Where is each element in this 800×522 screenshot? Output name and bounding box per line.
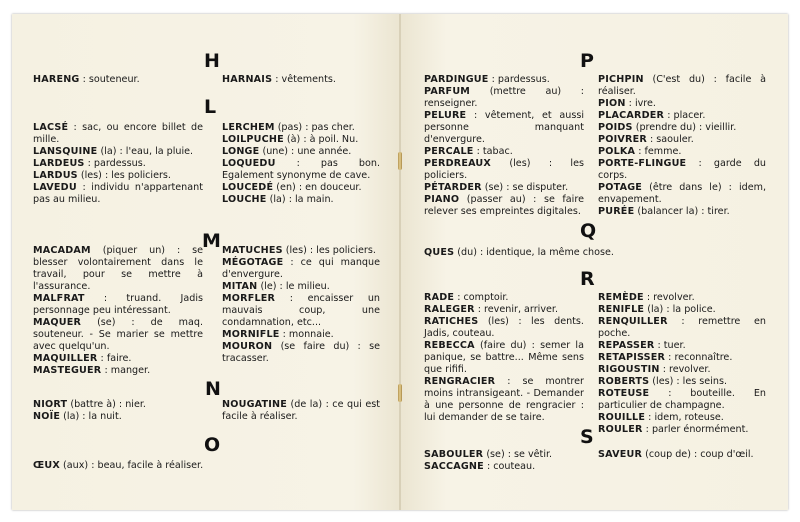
entry-term: PION (598, 98, 626, 109)
entry-term: PELURE (424, 110, 467, 121)
entry-term: LOUCEDÉ (222, 182, 274, 193)
entry-term: NOÏE (33, 411, 61, 422)
entry-term: REBECCA (424, 340, 475, 351)
section-letter-h: H (204, 50, 220, 72)
entry-term: MAQUER (33, 317, 82, 328)
entry-term: PERDREAUX (424, 158, 491, 169)
entry-term: RATICHES (424, 316, 479, 327)
entry-definition: (aux) : beau, facile à réaliser. (63, 460, 204, 471)
entry (424, 316, 584, 340)
entry-definition: : idem, roteuse. (648, 412, 724, 423)
entries-p-col1 (424, 74, 584, 218)
entry-term: PÉTARDER (424, 182, 482, 193)
entry-definition: (à) : à poil. Nu. (286, 134, 359, 145)
entry (424, 304, 584, 316)
entry-definition: : ce qui manque d'envergure. (222, 257, 380, 280)
entry-definition: (être dans le) : idem, envapement. (598, 182, 766, 205)
entry (598, 352, 766, 364)
staple-top (398, 152, 402, 170)
entry-term: RALEGER (424, 304, 475, 315)
entry (424, 247, 724, 259)
entry-term: REPASSER (598, 340, 655, 351)
entry (222, 281, 380, 293)
entry (598, 449, 766, 461)
entry (598, 98, 766, 110)
left-page (12, 14, 400, 510)
entry-definition: (se) : se vêtir. (486, 449, 553, 460)
entry (33, 353, 203, 365)
entries-h-col1 (33, 74, 203, 86)
entry-definition: : revenir, arriver. (477, 304, 559, 315)
entry-definition: (le) : le milieu. (260, 281, 330, 292)
entry (222, 341, 380, 365)
booklet (12, 14, 788, 510)
entry-term: LANSQUINE (33, 146, 98, 157)
entry (222, 329, 380, 341)
entry-term: PERCALE (424, 146, 474, 157)
entry (33, 146, 203, 158)
entry (222, 194, 380, 206)
entry (33, 158, 203, 170)
entry (222, 257, 380, 281)
entry (598, 388, 766, 412)
entries-m-col2 (222, 245, 380, 365)
entry-term: RETAPISSER (598, 352, 666, 363)
entry (33, 411, 203, 423)
entry-definition: (du) : identique, la même chose. (457, 247, 614, 258)
entries-n-col1 (33, 399, 203, 423)
section-letter-m: M (202, 230, 221, 252)
entry-term: PURÉE (598, 206, 635, 217)
entry (33, 122, 203, 146)
entry-definition: : femme. (638, 146, 682, 157)
entry-term: POTAGE (598, 182, 643, 193)
entry-definition: (prendre du) : vieillir. (635, 122, 737, 133)
entry-term: PORTE-FLINGUE (598, 158, 687, 169)
entry-definition: (se) : de maq. souteneur. - Se marier se mettre avec quelqu'un. (33, 317, 203, 352)
section-letter-o: O (204, 434, 221, 456)
entry-term: POLKA (598, 146, 636, 157)
entry-definition: (les) : les policiers. (424, 158, 584, 181)
entry-term: LAVEDU (33, 182, 77, 193)
entry (33, 399, 203, 411)
entry-term: RENQUILLER (598, 316, 668, 327)
entry (33, 182, 203, 206)
entry (598, 412, 766, 424)
entry-definition: (se faire du) : se tracasser. (222, 341, 380, 364)
entry-term: NIORT (33, 399, 68, 410)
entry (222, 146, 380, 158)
entry-term: RENGRACIER (424, 376, 496, 387)
entry-term: MITAN (222, 281, 258, 292)
entry-term: PICHPIN (598, 74, 644, 85)
entry-term: ROTEUSE (598, 388, 650, 399)
entry-definition: : revolver. (662, 364, 711, 375)
entry-term: REMÈDE (598, 292, 644, 303)
entry (222, 134, 380, 146)
section-letter-p: P (580, 50, 594, 72)
entry-definition: : parler énormément. (645, 424, 749, 435)
entry (598, 122, 766, 134)
entry-definition: : ivre. (628, 98, 656, 109)
entry-definition: : pardessus. (491, 74, 550, 85)
entry (33, 317, 203, 353)
entry-definition: : se montrer moins intransigeant. - Demander à une personne de rengracier : lui demander de se taire. (424, 376, 584, 423)
entry (33, 170, 203, 182)
entry-definition: : souteneur. (82, 74, 140, 85)
entry (33, 293, 203, 317)
entry-definition: (C'est du) : facile à réaliser. (598, 74, 766, 97)
entries-o-col1 (33, 460, 273, 472)
entries-r-col2 (598, 292, 766, 436)
entry-definition: : faire. (100, 353, 132, 364)
entry-term: SABOULER (424, 449, 484, 460)
section-letter-s: S (580, 426, 594, 448)
section-letter-q: Q (580, 220, 597, 242)
entry (424, 146, 584, 158)
entry-term: ŒUX (33, 460, 60, 471)
entry (424, 376, 584, 424)
entry-definition: : bouteille. En particulier de champagne. (598, 388, 766, 411)
entry (598, 316, 766, 340)
entry (424, 449, 584, 461)
entry-term: MOURON (222, 341, 273, 352)
entry-definition: : revolver. (646, 292, 695, 303)
entry-definition: : truand. Jadis personnage peu intéressant. (33, 293, 203, 316)
entry-definition: (en) : en douceur. (276, 182, 362, 193)
entry-definition: : pas bon. Egalement synonyme de cave. (222, 158, 380, 181)
entry-term: PARFUM (424, 86, 471, 97)
entries-p-col2 (598, 74, 766, 218)
entry-definition: : vêtement, et aussi personne manquant d'envergure. (424, 110, 584, 145)
entry-term: ROUILLE (598, 412, 646, 423)
entry-definition: : monnaie. (282, 329, 334, 340)
entry-term: LOQUEDU (222, 158, 276, 169)
entry-definition: (la) : la nuit. (63, 411, 122, 422)
entry-term: PLACARDER (598, 110, 665, 121)
entry-definition: : manger. (104, 365, 151, 376)
entry (424, 461, 584, 473)
entry-definition: : sac, ou encore billet de mille. (33, 122, 203, 145)
entry (424, 292, 584, 304)
entries-l-col1 (33, 122, 203, 206)
entry (598, 364, 766, 376)
entry-definition: (les) : les dents. Jadis, couteau. (424, 316, 584, 339)
entries-q-col1 (424, 247, 724, 259)
entry-term: RIGOUSTIN (598, 364, 660, 375)
entry-term: MÉGOTAGE (222, 257, 284, 268)
entry-term: ROBERTS (598, 376, 650, 387)
entry-definition: : tuer. (657, 340, 686, 351)
entry (222, 399, 380, 423)
entry-term: PIANO (424, 194, 460, 205)
entry (424, 110, 584, 146)
staple-bottom (398, 384, 402, 402)
entry-term: NOUGATINE (222, 399, 288, 410)
entry-term: ROULER (598, 424, 643, 435)
entry-term: MALFRAT (33, 293, 85, 304)
entry-term: PARDINGUE (424, 74, 489, 85)
entry-definition: : comptoir. (457, 292, 509, 303)
right-page (400, 14, 788, 510)
entry (598, 304, 766, 316)
entry (598, 424, 766, 436)
entry-definition: : reconnaître. (668, 352, 733, 363)
entry-definition: (battre à) : nier. (70, 399, 146, 410)
entries-m-col1 (33, 245, 203, 377)
entry-term: SACCAGNE (424, 461, 484, 472)
entry-definition: (pas) : pas cher. (277, 122, 355, 133)
entry-term: HARENG (33, 74, 80, 85)
entry (424, 158, 584, 182)
entry-definition: : placer. (667, 110, 706, 121)
entry-definition: (les) : les policiers. (285, 245, 376, 256)
entry (424, 340, 584, 376)
entry-definition: (la) : la main. (269, 194, 334, 205)
entry-term: POIVRER (598, 134, 647, 145)
entry-definition: (piquer un) : se blesser volontairement dans le travail, pour se mettre à l'assurance. (33, 245, 203, 292)
entry (598, 146, 766, 158)
entry (598, 110, 766, 122)
entry-definition: : saouler. (649, 134, 694, 145)
entry (222, 293, 380, 329)
entry (598, 206, 766, 218)
entry-term: POIDS (598, 122, 633, 133)
entry (222, 158, 380, 182)
entry (598, 134, 766, 146)
entry-term: MORFLER (222, 293, 276, 304)
entries-s-col2 (598, 449, 766, 461)
entry (598, 340, 766, 352)
entry (598, 376, 766, 388)
entry-term: RADE (424, 292, 455, 303)
entry-definition: (coup de) : coup d'œil. (645, 449, 754, 460)
entry-term: SAVEUR (598, 449, 643, 460)
entry-term: LARDUS (33, 170, 78, 181)
entry-term: LARDEUS (33, 158, 85, 169)
entry-term: MAQUILLER (33, 353, 98, 364)
entry-definition: : garde du corps. (598, 158, 766, 181)
section-letter-r: R (580, 268, 595, 290)
entry-definition: : tabac. (476, 146, 513, 157)
entry-definition: (balancer la) : tirer. (637, 206, 730, 217)
spine-fold (399, 14, 401, 510)
entry-definition: (les) : les seins. (652, 376, 727, 387)
entries-n-col2 (222, 399, 380, 423)
entry-term: LACSÉ (33, 122, 69, 133)
entry (33, 245, 203, 293)
entry-term: LONGE (222, 146, 260, 157)
section-letter-n: N (205, 378, 221, 400)
entry-definition: : vêtements. (275, 74, 336, 85)
entry-term: MORNIFLE (222, 329, 280, 340)
entry-definition: : remettre en poche. (598, 316, 766, 339)
entry (598, 182, 766, 206)
entry (33, 74, 203, 86)
entry (424, 74, 584, 86)
entry-definition: (une) : une année. (262, 146, 352, 157)
entry-term: RENIFLE (598, 304, 645, 315)
entry-definition: (la) : l'eau, la pluie. (100, 146, 194, 157)
entry (424, 194, 584, 218)
entries-h-col2 (222, 74, 380, 86)
entry-term: LERCHEM (222, 122, 275, 133)
section-letter-l: L (204, 96, 217, 118)
entry-term: MACADAM (33, 245, 91, 256)
entries-s-col1 (424, 449, 584, 473)
entry-definition: (mettre au) : renseigner. (424, 86, 584, 109)
entry-term: QUES (424, 247, 455, 258)
entry (598, 158, 766, 182)
entries-r-col1 (424, 292, 584, 424)
entry-definition: (passer au) : se faire relever ses empreintes digitales. (424, 194, 584, 217)
entry-definition: (les) : les policiers. (80, 170, 171, 181)
entry (222, 245, 380, 257)
entry (222, 74, 380, 86)
entry-definition: : individu n'appartenant pas au milieu. (33, 182, 203, 205)
entry-term: MASTEGUER (33, 365, 102, 376)
entry-definition: (faire du) : semer la panique, se battre... Même sens que rififi. (424, 340, 584, 375)
entry-term: HARNAIS (222, 74, 273, 85)
entry-definition: (de la) : ce qui est facile à réaliser. (222, 399, 380, 422)
entry (33, 365, 203, 377)
entry (33, 460, 273, 472)
entry (424, 182, 584, 194)
entry-definition: : couteau. (486, 461, 536, 472)
entry-term: LOUCHE (222, 194, 267, 205)
entry-definition: (la) : la police. (647, 304, 716, 315)
entry (598, 74, 766, 98)
entries-l-col2 (222, 122, 380, 206)
entry (598, 292, 766, 304)
entry (222, 182, 380, 194)
entry (222, 122, 380, 134)
entry-term: MATUCHES (222, 245, 283, 256)
entry-definition: (se) : se disputer. (484, 182, 569, 193)
entry (424, 86, 584, 110)
entry-term: LOILPUCHE (222, 134, 284, 145)
entry-definition: : pardessus. (87, 158, 146, 169)
entry-definition: : encaisser un mauvais coup, une condamnation, etc... (222, 293, 380, 328)
